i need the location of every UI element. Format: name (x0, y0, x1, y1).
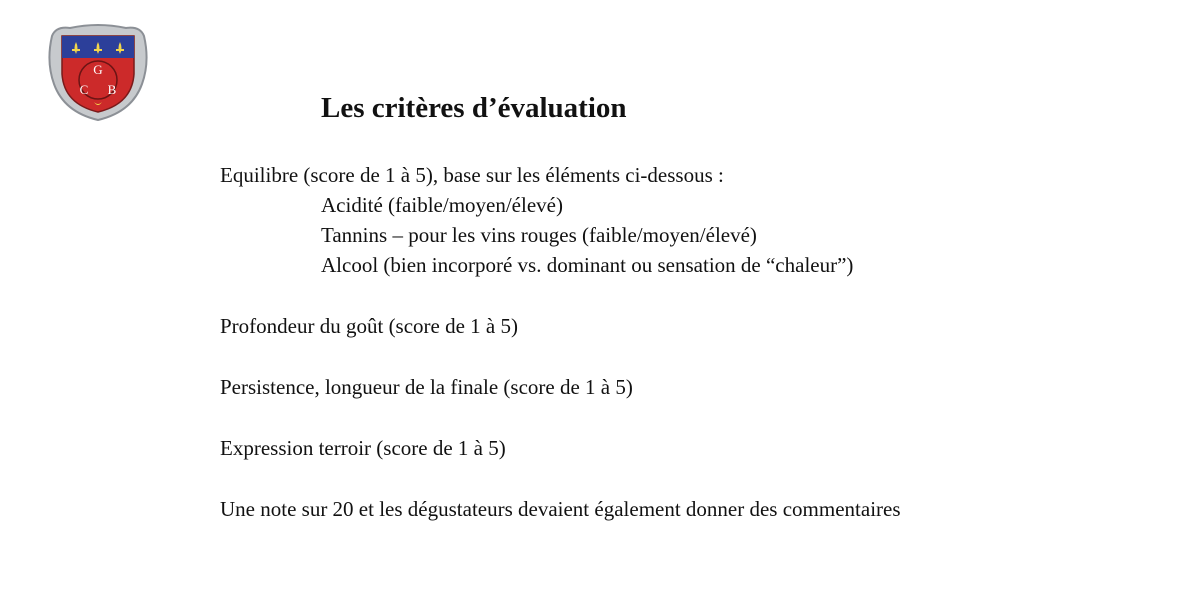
crest-logo (46, 22, 150, 124)
criterion-expression-terroir: Expression terroir (score de 1 à 5) (220, 436, 506, 460)
crest-letter-b: B (107, 82, 117, 97)
slide-title: Les critères d’évaluation (321, 92, 627, 124)
crest-letter-c: C (79, 82, 89, 97)
sub-item-tannins: Tannins – pour les vins rouges (faible/moyen/élevé) (321, 223, 757, 247)
note-line: Une note sur 20 et les dégustateurs devaient également donner des commentaires (220, 497, 901, 521)
crest-letter-g: G (93, 62, 103, 77)
criterion-profondeur: Profondeur du goût (score de 1 à 5) (220, 314, 518, 338)
equilibre-line: Equilibre (score de 1 à 5), base sur les éléments ci-dessous : (220, 163, 724, 187)
criterion-persistence: Persistence, longueur de la finale (score de 1 à 5) (220, 375, 633, 399)
criteria-list (220, 160, 901, 524)
sub-item-acidite: Acidité (faible/moyen/élevé) (321, 193, 563, 217)
sub-item-alcool: Alcool (bien incorporé vs. dominant ou sensation de “chaleur”) (321, 253, 854, 277)
